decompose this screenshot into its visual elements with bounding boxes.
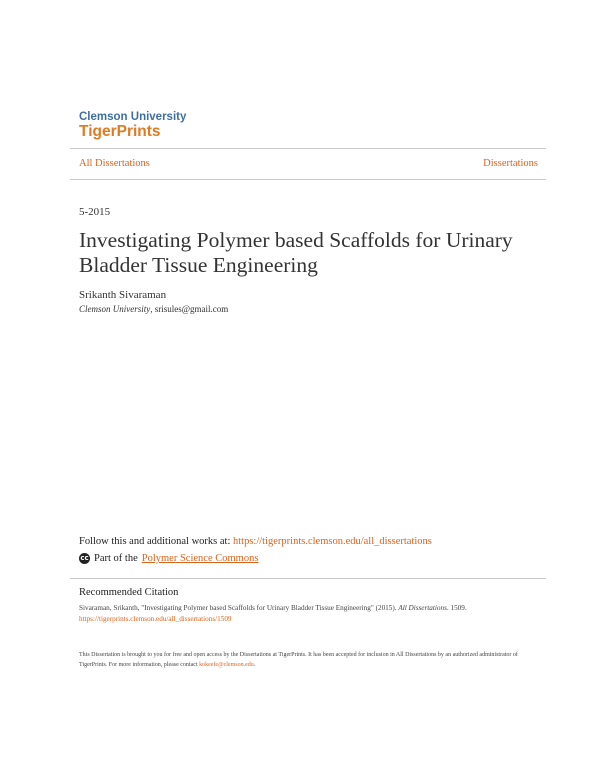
dissertations-link[interactable]: Dissertations [483,158,538,169]
publication-date: 5-2015 [79,206,111,218]
notice-text: This Dissertation is brought to you for free and open access by the Dissertations at TigerPrints. It has been accepted for inclusion in All Dissertations by an authorized administrator of TigerPrints. For more information, please contact [79,652,518,668]
repository-name[interactable]: TigerPrints [79,123,161,140]
affiliation-name: Clemson University [79,304,151,314]
citation-divider [70,578,546,579]
follow-text: Follow this and additional works at: [79,536,233,547]
citation-text [79,603,529,625]
contact-email-link[interactable]: kokeefe@clemson.edu [199,662,254,668]
creative-commons-icon: cc [80,554,89,562]
follow-line [79,536,432,547]
nav-divider [70,179,546,180]
citation-journal: All Dissertations [398,604,447,612]
citation-body: Sivaraman, Srikanth, "Investigating Polymer based Scaffolds for Urinary Bladder Tissue Engineering" (2015). [79,604,399,612]
access-notice [79,650,529,670]
citation-end: . 1509. [446,604,467,612]
citation-link[interactable]: https://tigerprints.clemson.edu/all_dissertations/1509 [79,615,232,623]
document-title: Investigating Polymer based Scaffolds for Urinary Bladder Tissue Engineering [79,228,513,277]
author-name: Srikanth Sivaraman [79,289,167,301]
top-divider [70,148,546,149]
institution-name: Clemson University [79,111,187,123]
all-dissertations-link[interactable]: All Dissertations [79,158,150,169]
citation-heading: Recommended Citation [79,587,179,598]
part-of-line [79,553,258,564]
follow-link[interactable]: https://tigerprints.clemson.edu/all_dissertations [233,536,432,547]
author-affiliation: Clemson University, srisules@gmail.com [79,304,229,314]
polymer-science-commons-link[interactable]: Polymer Science Commons [141,553,259,564]
notice-end: . [253,662,256,668]
author-email: srisules@gmail.com [154,304,229,314]
part-of-text: Part of the [94,553,138,564]
